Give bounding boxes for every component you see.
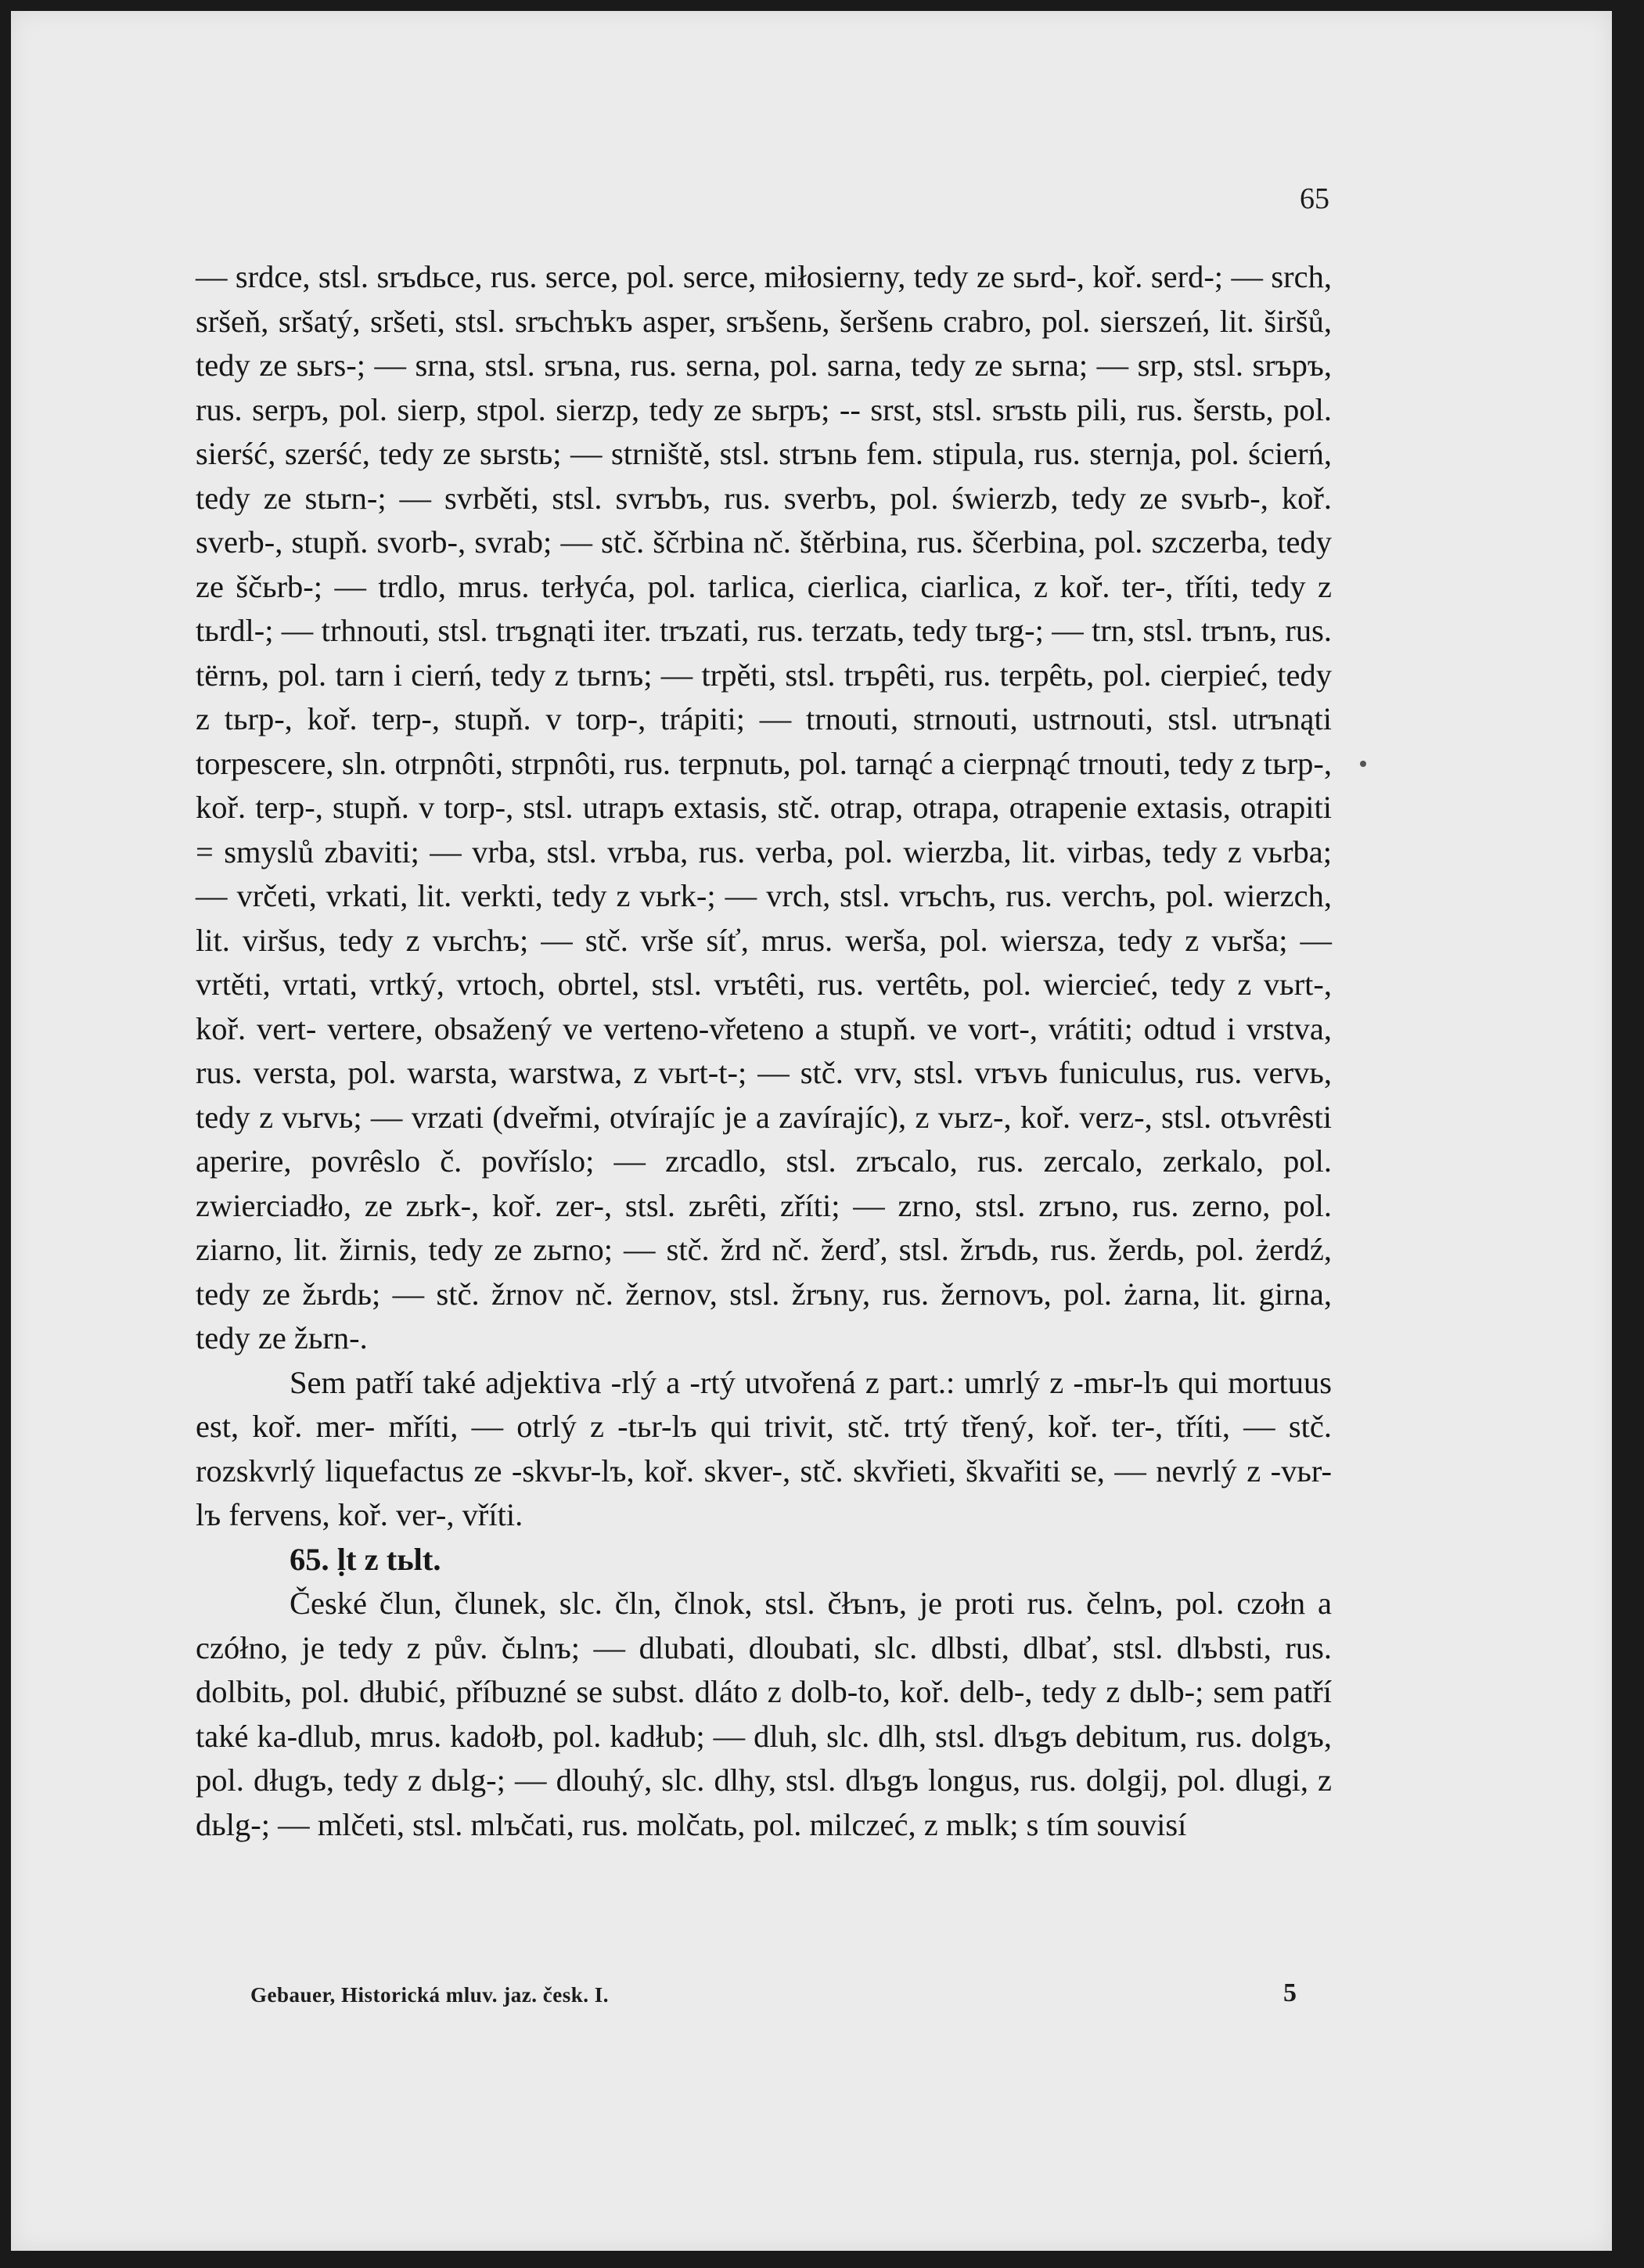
page-number: 65: [1300, 182, 1329, 215]
main-text: [196, 255, 1332, 1847]
section-heading-65: 65. ḷt z tьlt.: [290, 1541, 441, 1577]
book-page: [11, 11, 1612, 2251]
margin-dot: [1360, 761, 1366, 767]
footer-signature: Gebauer, Historická mluv. jaz. česk. I.: [250, 1983, 609, 2007]
paragraph-adjectives: Sem patří také adjektiva -rlý a -rtý utvořená z part.: umrlý z -mьr-lъ qui mortuus est, koř. mer- mříti, — otrlý z -tьr-lъ qui trivit, stč. trtý třený, koř. ter-, tříti, — stč. rozskvrlý liquefactus ze -skvьr-lъ, koř. skver-, stč. skvřieti, škvařiti se, — nevrlý z -vьr-lъ fervens, koř. ver-, vříti.: [196, 1364, 1332, 1532]
signature-mark: 5: [1283, 1978, 1297, 2007]
paragraph-etymology-r: — srdce, stsl. srъdьce, rus. serce, pol. serce, miłosierny, tedy ze sьrd-, koř. serd-; — srch, sršeň, sršatý, sršeti, stsl. srъchъkъ asper, srъšenь, šeršenь crabro, pol. sierszeń, lit. širšů, tedy ze sьrs-; — srna, stsl. srъna, rus. serna, pol. sarna, tedy ze sьrna; — srp, stsl. srъpъ, rus. serpъ, pol. sierp, stpol. sierzp, tedy ze sьrpъ; -- srst, stsl. srъstь pili, rus. šerstь, pol. sierść, szerść, tedy ze sьrstь; — strniště, stsl. strъnь fem. stipula, rus. sternja, pol. ścierń, tedy ze stьrn-; — svrběti, stsl. svrъbъ, rus. sverbъ, pol. świerzb, tedy ze svьrb-, koř. sverb-, stupň. svorb-, svrab; — stč. ščrbina nč. štěrbina, rus. ščerbina, pol. szczerba, tedy ze ščьrb-; — trdlo, mrus. terłyća, pol. tarlica, cierlica, ciarlica, z koř. ter-, tříti, tedy z tьrdl-; — trhnouti, stsl. trъgnąti iter. trъzati, rus. terzatь, tedy tьrg-; — trn, stsl. trъnъ, rus. tërnъ, pol. tarn i cierń, tedy z tьrnъ; — trpěti, stsl. trъpêti, rus. terpêtь, pol. cierpieć, tedy z tьrp-, koř. terp-, stupň. v torp-, trápiti; — trnouti, strnouti, ustrnouti, stsl. utrъnąti torpescere, sln. otrpnôti, strpnôti, rus. terpnutь, pol. tarnąć a cierpnąć trnouti, tedy z tьrp-, koř. terp-, stupň. v torp-, stsl. utrapъ extasis, stč. otrap, otrapa, otrapenie extasis, otrapiti = smyslů zbaviti; — vrba, stsl. vrъba, rus. verba, pol. wierzba, lit. virbas, tedy z vьrba; — vrčeti, vrkati, lit. verkti, tedy z vьrk-; — vrch, stsl. vrъchъ, rus. verchъ, pol. wierzch, lit. viršus, tedy z vьrchъ; — stč. vrše síť, mrus. werša, pol. wiersza, tedy z vьrša; — vrtěti, vrtati, vrtký, vrtoch, obrtel, stsl. vrъtêti, rus. vertêtь, pol. wiercieć, tedy z vьrt-, koř. vert- vertere, obsažený ve verteno-vřeteno a stupň. ve vort-, vrátiti; odtud i vrstva, rus. versta, pol. warsta, warstwa, z vьrt-t-; — stč. vrv, stsl. vrъvь funiculus, rus. vervь, tedy z vьrvь; — vrzati (dveřmi, otvírajíc je a zavírajíc), z vьrz-, koř. verz-, stsl. otъvrêsti aperire, povrêslo č. povříslo; — zrcadlo, stsl. zrъcalo, rus. zercalo, zerkalo, pol. zwierciadło, ze zьrk-, koř. zer-, stsl. zьrêti, zříti; — zrno, stsl. zrъno, rus. zerno, pol. ziarno, lit. žirnis, tedy ze zьrno; — stč. žrd nč. žerď, stsl. žrъdь, rus. žerdь, pol. żerdź, tedy ze žьrdь; — stč. žrnov nč. žernov, stsl. žrъny, rus. žernovъ, pol. żarna, lit. girna, tedy ze žьrn-.: [196, 259, 1332, 1355]
paragraph-etymology-l: České člun, člunek, slc. čln, člnok, stsl. čłъnъ, je proti rus. čelnъ, pol. czołn a czółno, je tedy z pův. čьlnъ; — dlubati, dloubati, slc. dlbsti, dlbať, stsl. dlъbsti, rus. dolbitь, pol. dłubić, příbuzné se subst. dláto z dolb-to, koř. delb-, tedy z dьlb-; sem patří také ka-dlub, mrus. kadołb, pol. kadłub; — dluh, slc. dlh, stsl. dlъgъ debitum, rus. dolgъ, pol. długъ, tedy z dьlg-; — dlouhý, slc. dlhy, stsl. dlъgъ longus, rus. dolgij, pol. dlugi, z dьlg-; — mlčeti, stsl. mlъčati, rus. molčatь, pol. milczeć, z mьlk; s tím souvisí: [196, 1586, 1332, 1842]
